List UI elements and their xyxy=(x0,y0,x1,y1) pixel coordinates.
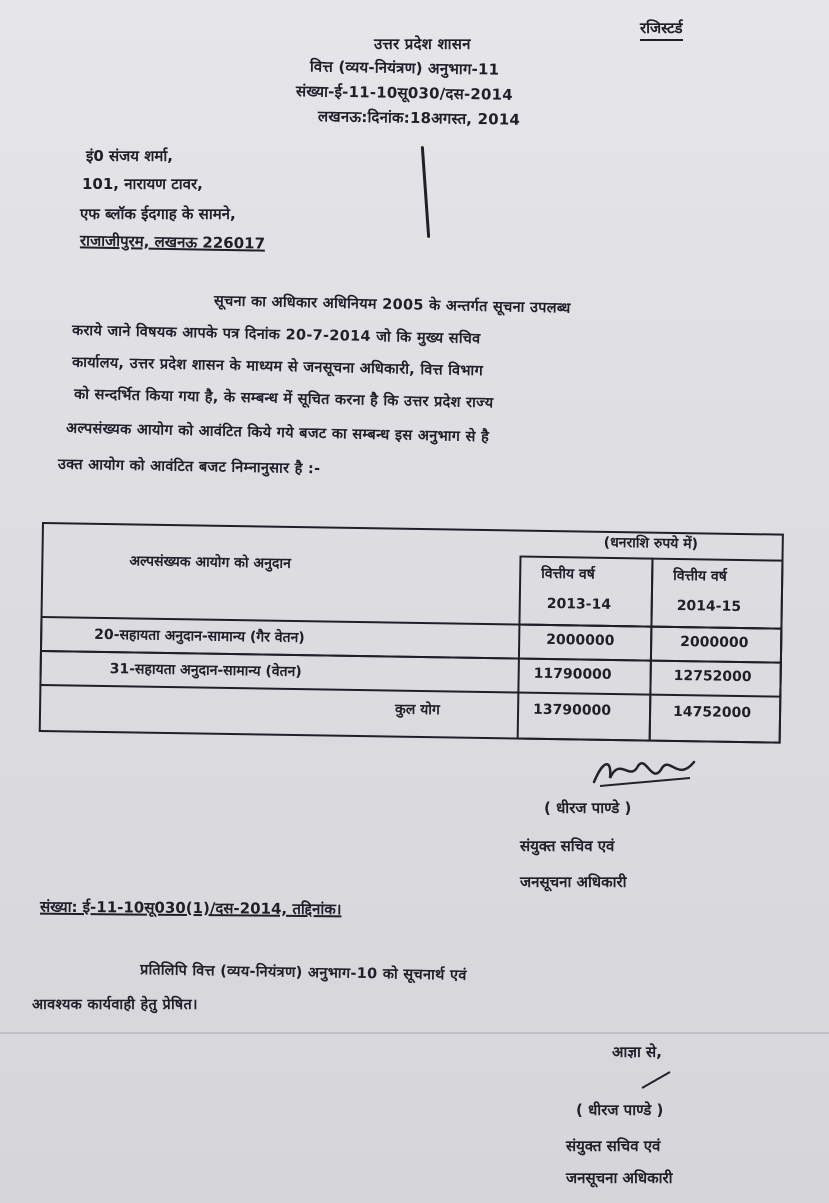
budget-table xyxy=(39,522,784,746)
total-v2: 14752000 xyxy=(672,703,752,722)
paper-fold xyxy=(0,1032,829,1034)
table-main-header: अल्पसंख्यक आयोग को अनुदान xyxy=(129,553,291,572)
signature-scribble-1 xyxy=(590,752,700,792)
copy-reference: संख्या: ई-11-10सू030(1)/दस-2014, तद्दिनांक। xyxy=(39,897,342,919)
signatory-2-title: संयुक्त सचिव एवं xyxy=(566,1137,661,1155)
addressee-street: एफ ब्लॉक ईदगाह के सामने, xyxy=(80,205,236,223)
total-label: कुल योग xyxy=(394,701,440,719)
signatory-1-title: संयुक्त सचिव एवं xyxy=(520,837,615,855)
registered-stamp: रजिस्टर्ड xyxy=(640,18,683,41)
order-text: आज्ञा से, xyxy=(612,1043,662,1061)
unit-note: (धनराशि रुपये में) xyxy=(603,534,699,553)
signatory-2-name: ( धीरज पाण्डे ) xyxy=(576,1101,664,1119)
row-1-v1: 2000000 xyxy=(546,631,615,650)
body-line-5: अल्पसंख्यक आयोग को आवंटित किये गये बजट का सम्बन्ध इस अनुभाग से है xyxy=(65,420,490,446)
row-2-v2: 12752000 xyxy=(673,667,752,686)
col2-header: वित्तीय वर्ष xyxy=(673,567,727,585)
header-department: वित्त (व्यय-नियंत्रण) अनुभाग-11 xyxy=(309,57,500,79)
body-line-6: उक्त आयोग को आवंटित बजट निम्नानुसार है :- xyxy=(57,456,321,478)
body-line-1: सूचना का अधिकार अधिनियम 2005 के अन्तर्गत सूचना उपलब्ध xyxy=(213,293,571,317)
signatory-1-office: जनसूचना अधिकारी xyxy=(520,873,627,891)
header-reference: संख्या-ई-11-10सू030/दस-2014 xyxy=(295,82,514,104)
addressee-building: 101, नारायण टावर, xyxy=(82,175,203,193)
copy-line-1: प्रतिलिपि वित्त (व्यय-नियंत्रण) अनुभाग-10 को सूचनार्थ एवं xyxy=(139,962,467,984)
addressee-city: राजाजीपुरम, लखनऊ 226017 xyxy=(79,231,266,253)
body-line-3: कार्यालय, उत्तर प्रदेश शासन के माध्यम से जनसूचना अधिकारी, वित्त विभाग xyxy=(71,354,484,380)
body-line-4: को सन्दर्भित किया गया है, के सम्बन्ध में सूचित करना है कि उत्तर प्रदेश राज्य xyxy=(73,386,494,412)
header-date: लखनऊ:दिनांक:18अगस्त, 2014 xyxy=(317,107,521,129)
copy-line-2: आवश्यक कार्यवाही हेतु प्रेषित। xyxy=(32,997,198,1013)
signatory-2-office: जनसूचना अधिकारी xyxy=(566,1169,673,1187)
row-1-v2: 2000000 xyxy=(680,634,749,652)
body-line-2: कराये जाने विषयक आपके पत्र दिनांक 20-7-2014 जो कि मुख्य सचिव xyxy=(71,322,481,348)
pen-mark xyxy=(421,146,430,238)
signature-mark-2 xyxy=(640,1070,674,1090)
col1-header: वित्तीय वर्ष xyxy=(541,565,595,583)
total-v1: 13790000 xyxy=(532,701,612,719)
signatory-1-name: ( धीरज पाण्डे ) xyxy=(544,799,632,817)
row-2-v1: 11790000 xyxy=(533,665,612,683)
row-1-label: 20-सहायता अनुदान-सामान्य (गैर वेतन) xyxy=(94,626,305,647)
addressee-name: इं0 संजय शर्मा, xyxy=(86,147,173,165)
col2-year: 2014-15 xyxy=(676,597,742,615)
row-2-label: 31-सहायता अनुदान-सामान्य (वेतन) xyxy=(109,661,302,681)
col1-year: 2013-14 xyxy=(546,595,612,613)
header-govt: उत्तर प्रदेश शासन xyxy=(374,35,471,53)
